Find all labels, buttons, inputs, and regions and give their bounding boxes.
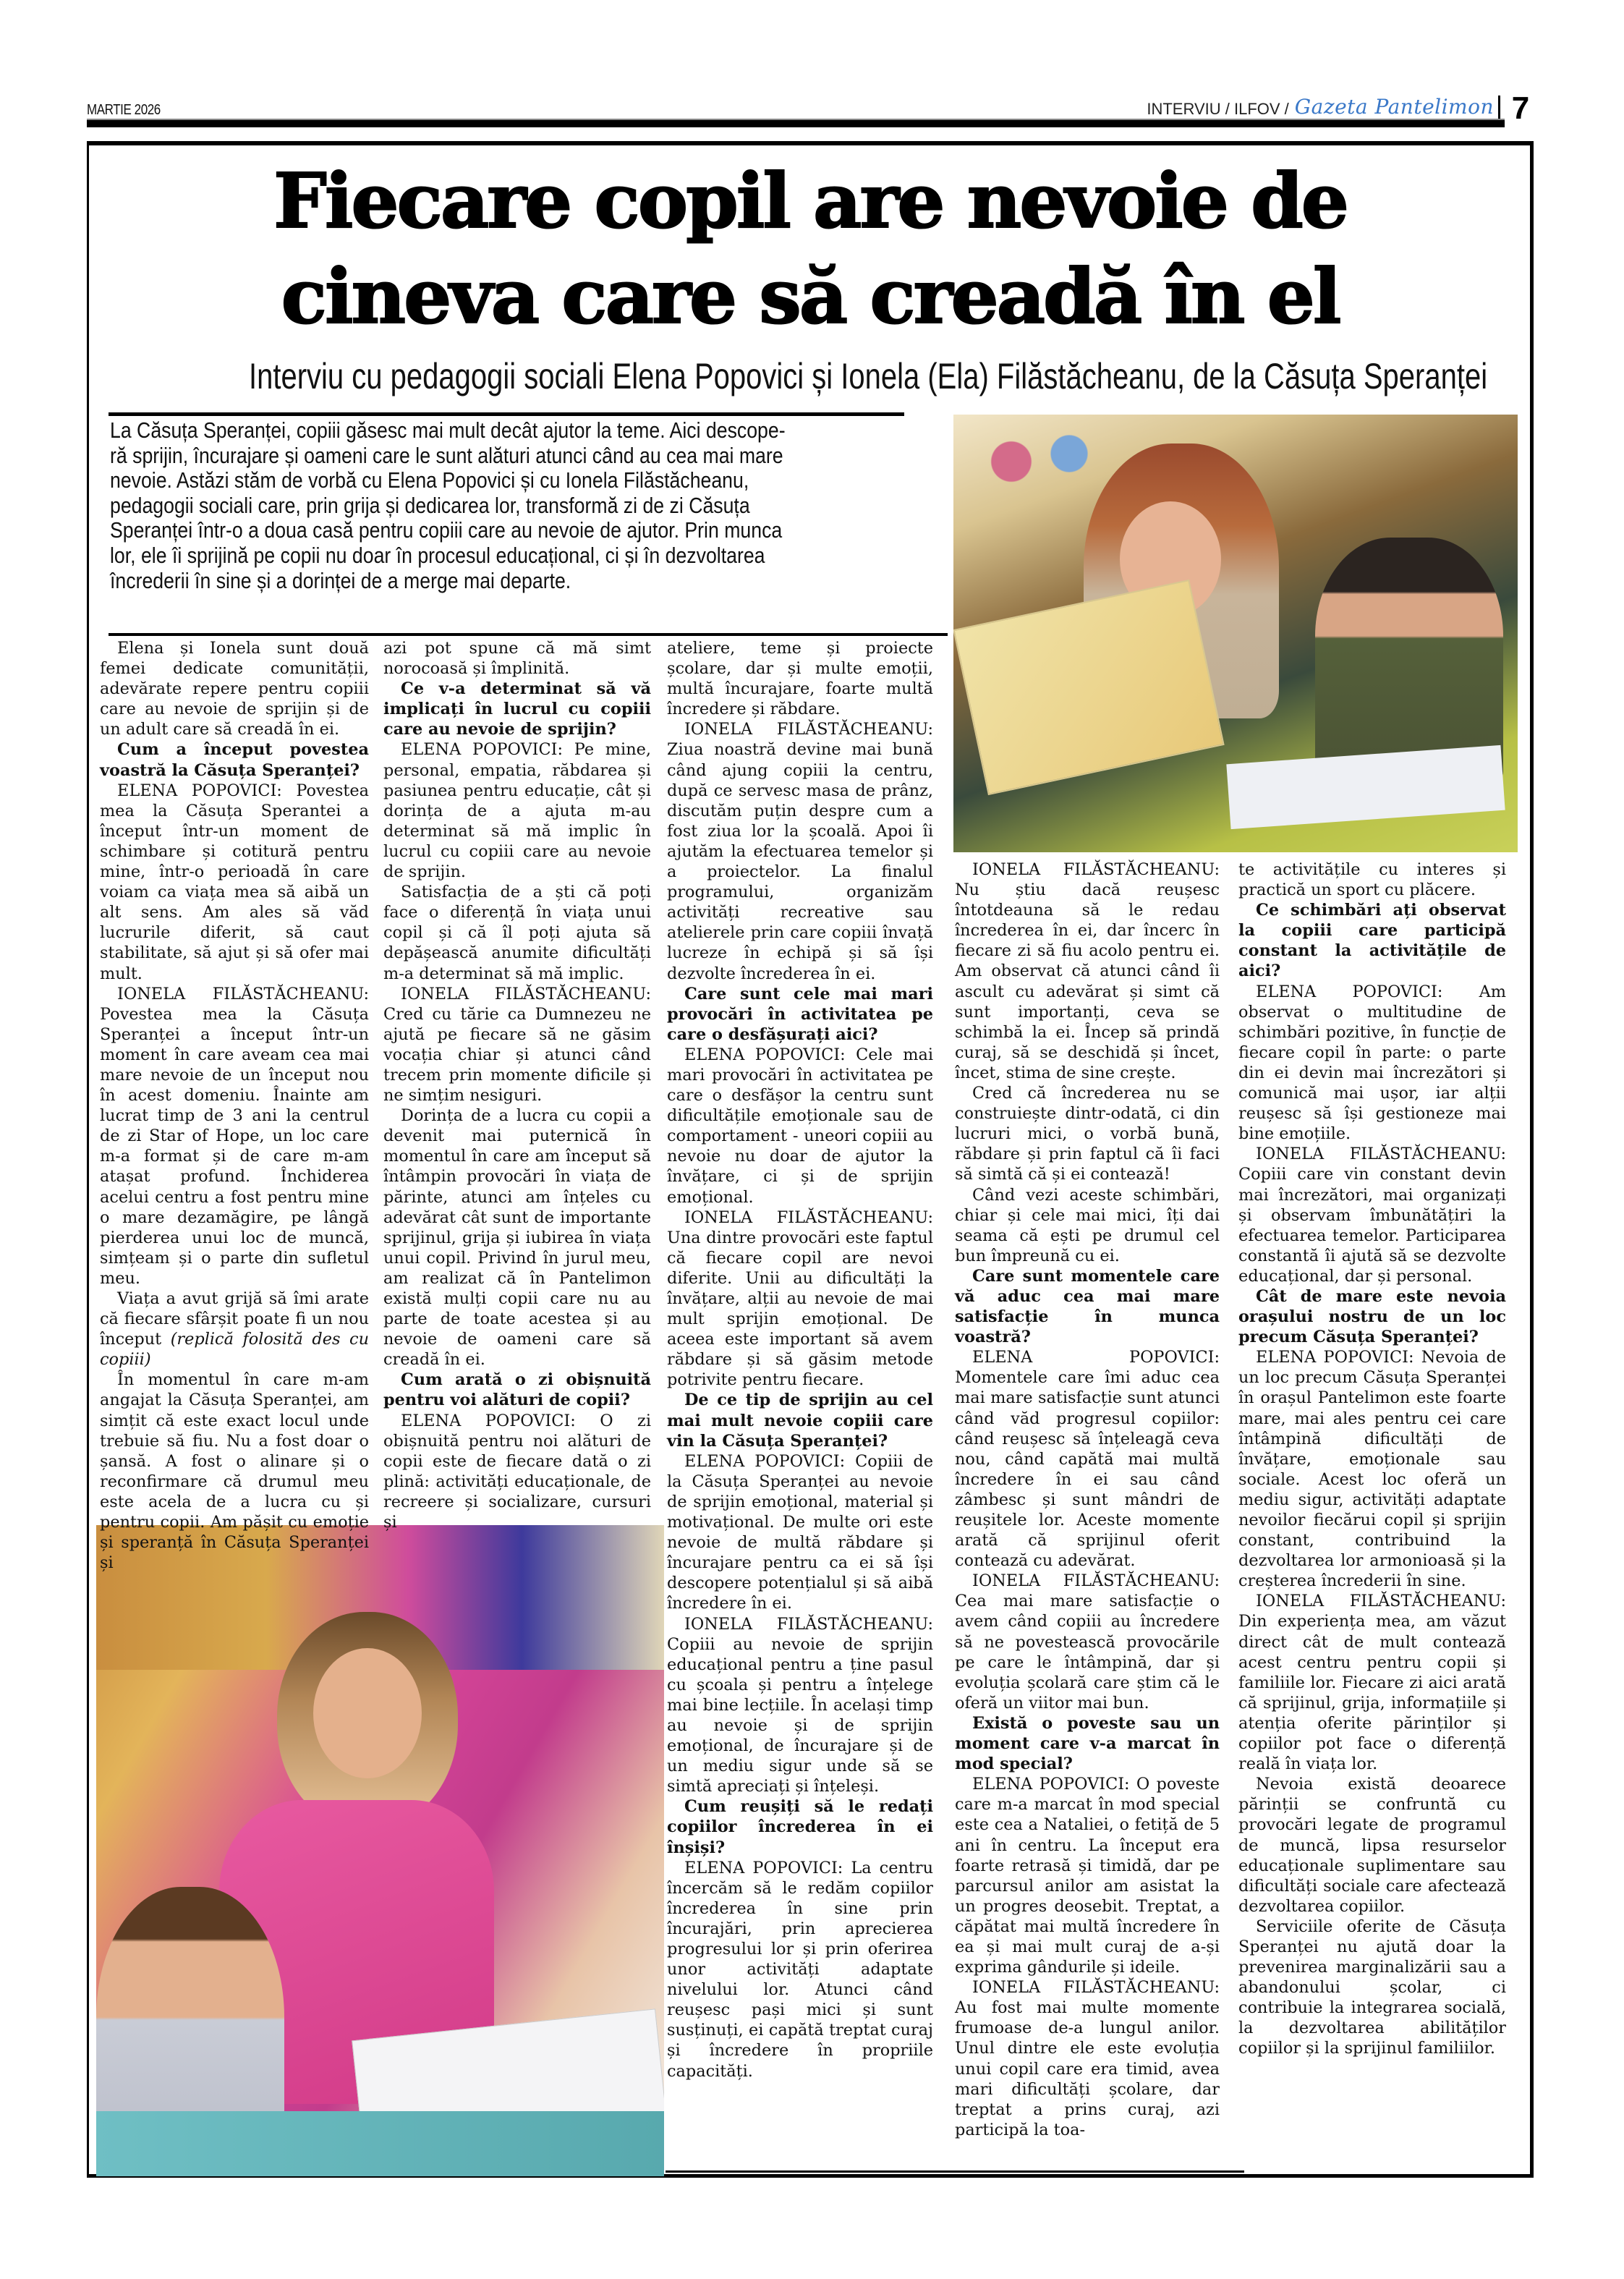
answer-paragraph: ELENA POPOVICI: Pe mine, personal, empatia, răbdarea și pasiunea pentru educație, cât și dorința de a ajuta m-au determinat să mă implic în lucrul cu copiii care au nevoie de sprijin. [383,740,651,882]
lead-paragraph [110,418,906,593]
answer-paragraph: IONELA FILĂSTĂCHEANU: Copiii au nevoie de sprijin educațional pentru a ține pasul cu școala și pentru a înțelege mai bine lecțiile. În același timp au nevoie și de sprijin emoțional, de încurajare și de un mediu sigur unde să se simtă apreciați și înțeleși. [667,1614,933,1796]
lead-line: încrederii în sine și a dorinței de a merge mai departe. [110,567,571,593]
section-label: INTERVIU / ILFOV / [1147,100,1289,118]
picture-book [953,580,1225,795]
interview-question: Care sunt momentele care vă aduc cea mai mare satisfacție în munca voastră? [955,1266,1220,1347]
answer-paragraph: ELENA POPOVICI: Nevoia de un loc precum Căsuța Speranței în orașul Pantelimon este foarte mare, mai ales pentru cei care întâmpină dificultăți de învățare, emoționale sau sociale. Acest loc oferă un mediu sigur, activități adaptate nevoilor fiecărui copil și sprijin constant, contribuind la dezvoltarea lor armonioasă și la creșterea încrederii în sine. [1238,1348,1506,1591]
paragraph-continued: azi pot spune că mă simt norocoasă și împlinită. [383,639,651,679]
lead-line: pedagogii sociali care, prin grija și dedicarea lor, transformă zi de zi Căsuța [110,492,750,518]
article-column-2 [383,638,651,1532]
answer-paragraph: IONELA FILĂSTĂCHEANU: Cea mai mare satisfacție o avem când copiii au încredere să ne povestească provocările pe care le întâmpină, dar și evoluția școlară care știm că le oferă un viitor mai bun. [955,1571,1220,1713]
lead-line: ră sprijin, încurajare și oameni care le sunt alături atunci când au cea mai mare [110,442,783,468]
paragraph: Nevoia există deoarece părinții se confruntă cu provocări legate de programul de muncă, lipsa resurselor educaționale suplimentare sau dificultăți sociale care afectează dezvoltarea copiilor. [1238,1775,1506,1916]
photo-helping-with-homework [96,1525,664,2176]
interview-question: Cum arată o zi obișnuită pentru voi alături de copii? [383,1370,651,1410]
answer-paragraph: IONELA FILĂSTĂCHEANU: Cred cu tărie ca Dumnezeu ne ajută pe fiecare să ne găsim vocația chiar și atunci când trecem prin momente dificile și ne simțim nesiguri. [383,984,651,1105]
header-right [1141,96,1500,119]
paragraph [100,1289,369,1370]
paragraph: Elena și Ionela sunt două femei dedicate comunității, adevărate repere pentru copiii care au nevoie de sprijin și de un adult care să creadă în ei. [100,639,369,739]
publication-logo: Gazeta Pantelimon [1295,96,1500,119]
column-rule [109,633,948,636]
answer-paragraph: ELENA POPOVICI: Povestea mea la Căsuța Sperantei a început într-un moment de schimbare și cotitură pentru mine, într-o perioadă în care voiam ca viața mea să aibă un alt sens. Am ales să văd lucrurile diferit, să caut stabilitate, să ajut și să ofer mai mult. [100,781,369,983]
photo-reading-with-child [953,415,1518,852]
paragraph-text: Viața a avut grijă să îmi arate că fiecare sfârșit poate fi un nou început [100,1289,369,1349]
answer-paragraph: ELENA POPOVICI: O zi obișnuită pentru noi alături de copii este de fiecare dată o zi plină: activități educaționale, de recreere și socializare, cursuri și [383,1411,651,1532]
paragraph: Serviciile oferite de Căsuța Speranței nu ajută doar la prevenirea marginalizării sau a abandonului școlar, ci contribuie la integrarea socială, la dezvoltarea abilităților copiilor și la sprijinul familiilor. [1238,1917,1506,2058]
bottom-rule [666,2170,1244,2173]
paragraph: Satisfacția de a ști că poți face o diferență în viața unui copil și că îl poți ajuta să depășească anumite dificultăți m-a determinat să mă implic. [383,883,651,983]
paragraph: Când vezi aceste schimbări, chiar și cele mai mici, îți dai seama că ești pe drumul cel bun împreună cu ei. [955,1185,1220,1265]
subheadline: Interviu cu pedagogii sociali Elena Popovici și Ionela (Ela) Filăstăcheanu, de la Căsuța Speranței [249,356,1488,396]
article-column-1 [100,638,369,1573]
article-column-3 [667,638,933,2081]
woman-face [313,1648,422,1778]
interview-question: Care sunt cele mai mari provocări în activitatea pe care o desfășurați aici? [667,984,933,1044]
interview-question: Ce v-a determinat să vă implicați în lucrul cu copiii care au nevoie de sprijin? [383,679,651,739]
answer-paragraph: IONELA FILĂSTĂCHEANU: Din experiența mea, am văzut direct cât de mult contează acest centru pentru copii și familiile lor. Fiecare zi aici arată că sprijinul, grija, informațiile și atenția oferite părinților și copiilor pot face o diferență reală în viața lor. [1238,1592,1506,1774]
interview-question: Cum a început povestea voastră la Căsuța Speranței? [100,740,369,780]
interview-question: Există o poveste sau un moment care v-a marcat în mod special? [955,1713,1220,1774]
headline-line-1: Fiecare copil are nevoie de [273,156,1347,245]
interview-question: Cum reușiți să le redați copiilor încrederea în ei înșiși? [667,1797,933,1857]
answer-paragraph: IONELA FILĂSTĂCHEANU: Copiii care vin constant devin mai încrezători, mai organizați și observam îmbunătățiri la efectuarea temelor. Participarea constantă îi ajută să se dezvolte educațional, dar și personal. [1238,1145,1506,1286]
answer-paragraph: IONELA FILĂSTĂCHEANU: Au fost mai multe momente frumoase de-a lungul anilor. Unul dintre ele este evoluția unui copil care era timid, avea mari dificultăți școlare, dar treptat a prins curaj, azi participă la toa- [955,1978,1220,2139]
answer-paragraph: IONELA FILĂSTĂCHEANU: Nu știu dacă reușesc întotdeauna să le redau încrederea în ei, dar încerc în fiecare zi să fiu acolo pentru ei. Am observat că atunci când îi ascult cu adevărat și simt că sunt importanți, ceva se schimbă la ei. Încep să prindă curaj, să se deschidă și încet, încet, stima de sine crește. [955,860,1220,1082]
paragraph: În momentul în care m-am angajat la Căsuța Speranței, am simțit că este exact locul unde trebuie să fiu. Nu a fost doar o șansă. A fost o alinare și o reconfirmare că drumul meu este acela de a lucra cu și pentru copii. Am pășit cu emoție și speranță în Căsuța Speranței și [100,1370,369,1573]
headline-line-2: cineva care să creadă în el [281,252,1340,341]
lead-rule [109,412,904,416]
running-header [87,87,1534,127]
issue-date: MARTIE 2026 [87,102,161,118]
interview-question: Ce schimbări ați observat la copiii care participă constant la activitățile de aici? [1238,901,1506,981]
paragraph-continued: te activitățile cu interes și practică un sport cu plăcere. [1238,860,1506,900]
wall-decorations [968,422,1113,501]
answer-paragraph: IONELA FILĂSTĂCHEANU: Una dintre provocări este faptul că fiecare copil are nevoi diferite. Unii au dificultăți la învățare, alții au nevoie de mai mult sprijin emoțional. De aceea este important să avem răbdare și să găsim metode potrivite pentru fiecare. [667,1208,933,1390]
lead-line: nevoie. Astăzi stăm de vorbă cu Elena Popovici și cu Ionela Filăstăcheanu, [110,467,749,493]
paragraph: Cred că încrederea nu se construiește dintr-odată, ci din lucruri mici, o vorbă bună, răbdare și prin faptul că îi faci să simtă că și ei contează! [955,1084,1220,1184]
page-number: 7 [1511,90,1530,126]
notebook [1226,745,1505,829]
answer-paragraph: IONELA FILĂSTĂCHEANU: Ziua noastră devine mai bună când ajung copiii la centru, după ce servesc masa de prânz, discutăm puțin despre cum a fost ziua lor la școală. Apoi îi ajutăm la efectuarea temelor și a proiectelor. La finalul programului, organizăm activități recreative sau atelierele prin care copiii învață lucreze în echipă și să își dezvolte încrederea în ei. [667,720,933,983]
answer-paragraph: ELENA POPOVICI: Am observat o multitudine de schimbări pozitive, în funcție de fiecare copil în parte: o parte din ei devin mai încrezători și comunică mai ușor, iar alții reușesc să își gestioneze mai bine emoțiile. [1238,982,1506,1144]
answer-paragraph: ELENA POPOVICI: Copiii de la Căsuța Speranței au nevoie de sprijin emoțional, material și motivațional. De multe ori este nevoie de multă răbdare și încurajare pentru ca ei să își descopere potențialul și să aibă încredere în ei. [667,1451,933,1613]
lead-line: lor, ele îi sprijină pe copii nu doar în procesul educațional, ci și în dezvoltarea [110,542,765,568]
lead-line: La Căsuța Speranței, copiii găsesc mai mult decât ajutor la teme. Aici descope- [110,417,786,443]
lead-line: Speranței într-o a doua casă pentru copiii care au nevoie de ajutor. Prin munca [110,517,783,543]
answer-paragraph: ELENA POPOVICI: La centru încercăm să le redăm copiilor încrederea în sine prin încurajări, prin aprecierea progresului lor și prin oferirea unor activități adaptate nivelului lor. Atunci când reușesc pași mici și sunt susținuți, ei capătă treptat curaj și încredere în propriile capacități. [667,1858,933,2081]
article-column-4 [955,860,1220,2140]
table-surface [96,2111,664,2176]
interview-question: Cât de mare este nevoia orașului nostru de un loc precum Căsuța Speranței? [1238,1286,1506,1347]
answer-paragraph: ELENA POPOVICI: O poveste care m-a marcat în mod special este cea a Nataliei, o fetiță de 5 ani în centru. La început era foarte retrasă și timidă, dar pe parcursul anilor am asistat la un progres deosebit. Treptat, a căpătat mai multă încredere în ea și mai mult curaj de a-și exprima gândurile și ideile. [955,1775,1220,1977]
header-rule [87,119,1505,127]
interview-question: De ce tip de sprijin au cel mai mult nevoie copiii care vin la Căsuța Speranței? [667,1391,933,1451]
article-column-5 [1238,860,1506,2059]
answer-paragraph: IONELA FILĂSTĂCHEANU: Povestea mea la Căsuța Speranței a început într-un moment în care aveam cea mai mare nevoie de un început nou în acest domeniu. Înainte am lucrat timp de 3 ani la centrul de zi Star of Hope, un loc care m-a format și de care m-am atașat profund. Închiderea acelui centru a fost pentru mine o mare dezamăgire, pe lângă pierderea unui loc de muncă, simțeam și o parte din sufletul meu. [100,984,369,1288]
answer-paragraph: ELENA POPOVICI: Cele mai mari provocări în activitatea pe care o desfășor la centru sunt dificultățile emoționale sau de comportament - uneori copiii au nevoie nu doar de ajutor la învățare, ci și de sprijin emoțional. [667,1045,933,1207]
headline [109,153,1512,344]
paragraph-continued: ateliere, teme și proiecte școlare, dar și multe emoții, multă încurajare, foarte multă încredere și răbdare. [667,639,933,719]
italic-aside: (replică folosită des cu copiii) [100,1330,370,1370]
answer-paragraph: ELENA POPOVICI: Momentele care îmi aduc cea mai mare satisfacție sunt atunci când văd progresul copiilor: când reușesc să înțeleagă ceva nou, când capătă mai multă încredere în ei sau când zâmbesc și sunt mândri de reușitele lor. Aceste momente arată că sprijinul oferit contează cu adevărat. [955,1348,1220,1571]
paragraph: Dorința de a lucra cu copii a devenit mai puternică în momentul în care am început să întâmpin provocări în viața de părinte, atunci am înțeles cu adevărat cât sunt de importante sprijinul, grija și iubirea în viața unui copil. Privind în jurul meu, am realizat că în Pantelimon există mulți copii care nu au parte de toate acestea și au nevoie de oameni care să creadă în ei. [383,1106,651,1370]
